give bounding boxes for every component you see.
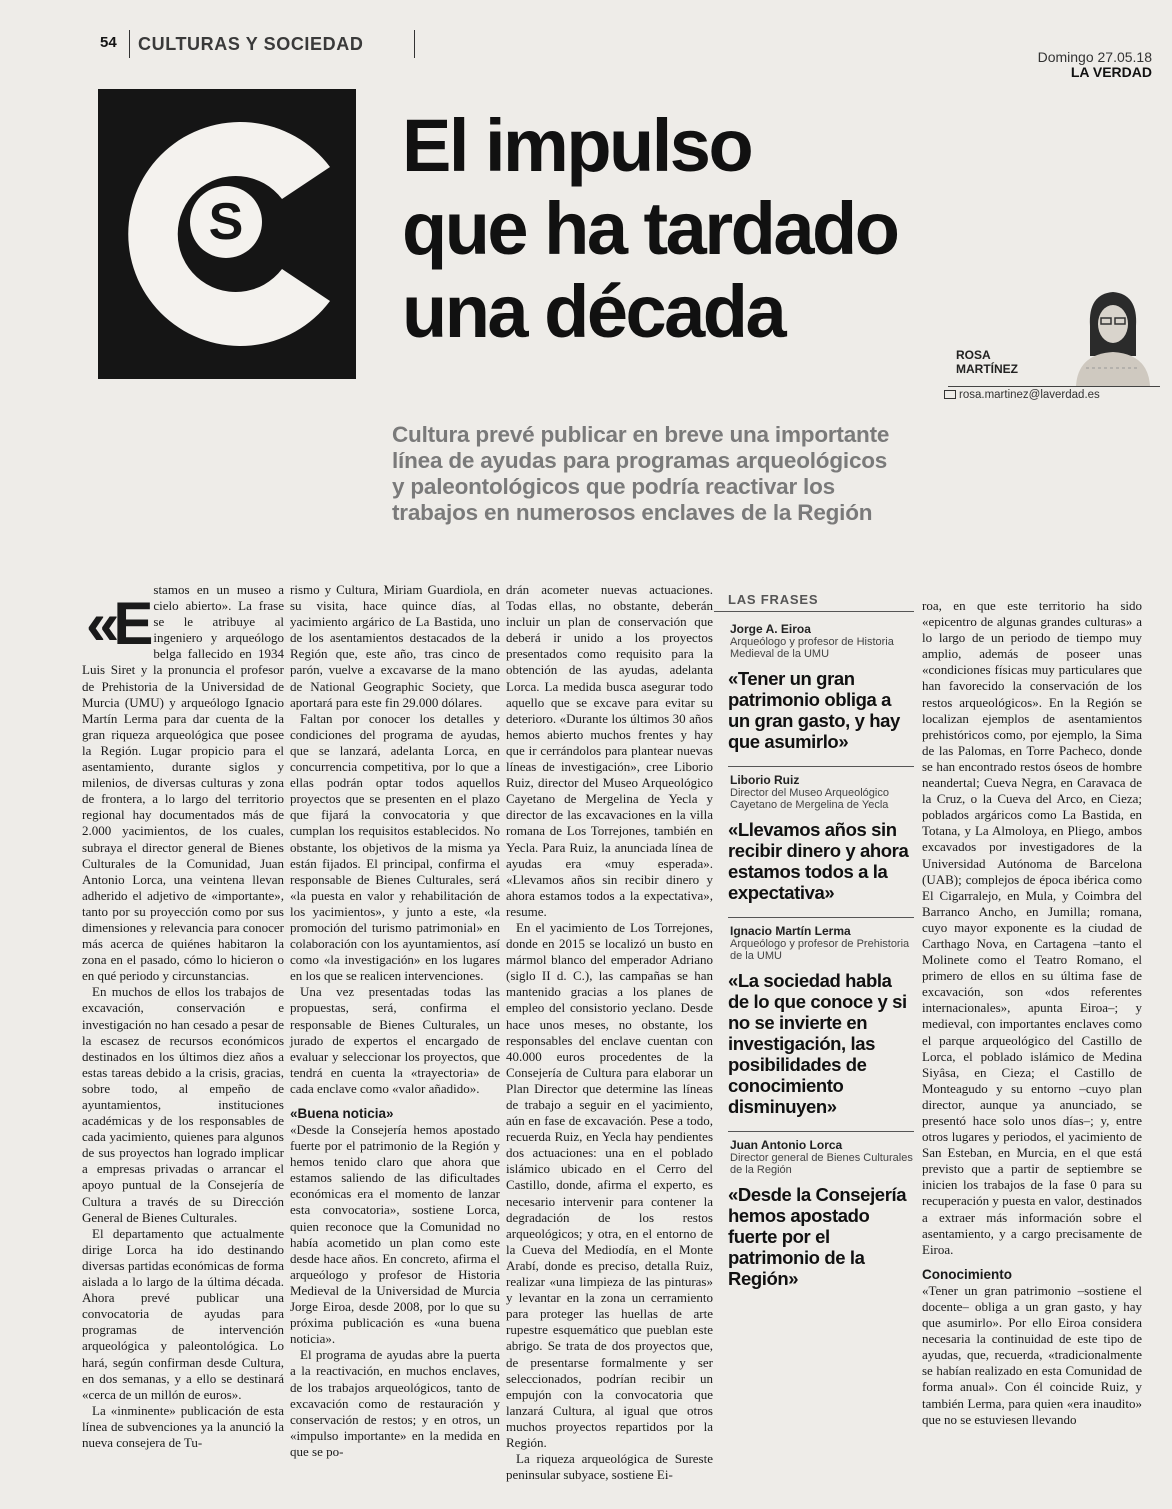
article-paragraph: «Tener un gran patrimonio –sostiene el docente– obliga a un gran gasto, y hay que asumirlo». Por ello Eiroa considera necesaria la continuidad de este tipo de ayudas, que, recuerda, «tradicionalmente se habían realizado en esta Comunidad de forma anual». Con él coincide Ruiz, y también Lerma, para quien «era inaudito» que no se estuviesen llevando (922, 1282, 1142, 1427)
subtitle-line: trabajos en numerosos enclaves de la Región (392, 500, 873, 525)
headline-line: El impulso (402, 104, 752, 187)
article-column-3 (506, 582, 713, 1483)
article-paragraph: «Desde la Consejería hemos apostado fuerte por el patrimonio de la Región y hemos tenido claro que ahora que estamos saliendo de las dificultades económicas era el momento de lanzar esta convocatoria», sostiene Lorca, quien reconoce que la Comunidad no había acometido un plan como este desde hace años. En concreto, afirma el arqueólogo y profesor de Historia Medieval de la Universidad de Murcia Jorge Eiroa, desde 2008, por lo que su próxima publicación es «una buena noticia». (290, 1122, 500, 1347)
header-divider (129, 30, 130, 58)
logo-letter: S (208, 193, 244, 251)
article-paragraph: rismo y Cultura, Miriam Guardiola, en su visita, hace quince días, al yacimiento argárico de La Bastida, uno de los asentamientos destacados de la Región que, este año, tras cinco de parón, vuelve a excavarse de la mano de National Geographic Society, que aportará para este fin 29.000 dólares. (290, 582, 500, 710)
pull-quote: «Tener un gran patrimonio obliga a un gran gasto, y hay que asumirlo» (728, 668, 900, 752)
headline-line: que ha tardado (402, 187, 898, 270)
drop-cap: «E (86, 590, 148, 657)
headline-line: una década (402, 270, 785, 353)
cs-section-logo-icon (98, 89, 356, 379)
article-paragraph: stamos en un museo a cielo abierto». La frase se le atribuye al ingeniero y arqueólogo belga fallecido en 1934 Luis Siret y la pronuncia el profesor de Prehistoria de la Universidad de Murcia (UMU) y arqueólogo Ignacio Martín Lerma para dar cuenta de la gran riqueza arqueológica que posee la Región. Lugar propicio para el asentamiento, durante siglos y milenios, de diversas culturas y zona de frontera, a lo largo del territorio regional hay documentados más de 2.000 yacimientos, de los cuales, subraya el director general de Bienes Culturales de la Comunidad, Juan Antonio Lorca, una veintena llevan adherido el adjetivo de «importante», tanto por su proyección como por sus dimensiones y relevancia para conocer más acerca de quiénes habitaron la zona en el pasado, cómo lo hicieron o en qué periodo y circunstancias. (82, 582, 284, 984)
article-paragraph: roa, en que este territorio ha sido «epicentro de algunas grandes culturas» a lo largo de un periodo de tiempo muy amplio, además de poseer unas «condiciones físicas muy particulares que han favorecido la conservación de los restos arqueológicos». En la Región se localizan ejemplos de asentamientos prehistóricos como, por ejemplo, la Sima de las Palomas, en Torre Pacheco, donde se han encontrado restos óseos de hombre neandertal; Cueva Negra, en Caravaca de la Cruz, o la Cueva del Arco, en Cieza; poblados argáricos como La Bastida, en Totana, y La Almoloya, en Pliego, ambos excavados por investigadores de la Universidad Autónoma de Barcelona (UAB); complejos de época ibérica como El Cigarralejo, en Mula, y Coimbra del Barranco Ancho, en Jumilla; romana, cuyo mayor exponente es la ciudad de Carthago Nova, en Cartagena –tanto el Molinete como el Teatro Romano, el primero de ellos en su última fase de excavación, son «dos referentes internacionales», apunta Eiroa–; y medieval, con importantes enclaves como el parque arqueológico del Castillo de Lorca, el poblado islámico de Medina Siyâsa, en Cieza; el Castillo de Monteagudo y su entorno –cuyo plan director, aunque ya anunciado, se presentó hace solo unos días–; y, entre otros lugares y periodos, el yacimiento de San Esteban, en Murcia, en el que está previsto que a partir de septiembre se inicien los trabajos de la fase 0 para su recuperación y puesta en valor, destinados a extraer más información sobre el asentamiento, y a cargo precisamente de Eiroa. (922, 598, 1142, 1257)
pull-quote: «Llevamos años sin recibir dinero y ahora estamos todos a la expectativa» (728, 819, 909, 903)
article-subheading: «Buena noticia» (290, 1106, 394, 1121)
page-number: 54 (100, 34, 117, 51)
section-title: CULTURAS Y SOCIEDAD (138, 34, 364, 54)
author-last-name: MARTÍNEZ (956, 362, 1018, 376)
author-email-text: rosa.martinez@laverdad.es (959, 389, 1100, 401)
article-paragraph: Faltan por conocer los detalles y condiciones del programa de ayudas, que se lanzará, adelanta Lorca, en concurrencia competitiva, por lo que a ellas podrán optar todos aquellos proyectos que se presenten en el plazo que fijará la convocatoria y que cumplan los requisitos establecidos. No obstante, los objetivos de la misma ya están fijados. El principal, confirma el responsable de Bienes Culturales, será «la puesta en valor y rehabilitación de los yacimientos», y junto a este, «la promoción del turismo patrimonial» en colaboración con los ayuntamientos, así como «la investigación» en los lugares en los que se realicen intervenciones. (290, 710, 500, 984)
article-column-1 (82, 582, 284, 1451)
quotes-sidebar (714, 588, 914, 1303)
quotes-title: LAS FRASES (714, 588, 914, 612)
quote-author: Liborio Ruiz (730, 773, 800, 787)
article-paragraph: Una vez presentadas todas las propuestas, será, confirma el responsable de Bienes Culturales, un jurado de expertos el encargado de evaluar y seleccionar los proyectos, que tendrá en cuenta la «trayectoria» de cada enclave como «valor añadido». (290, 984, 500, 1096)
subtitle-line: y paleontológicos que podría reactivar los (392, 474, 835, 499)
pull-quote: «Desde la Consejería hemos apostado fuerte por el patrimonio de la Región» (728, 1184, 907, 1289)
article-column-2 (290, 582, 500, 1460)
quote-author: Juan Antonio Lorca (730, 1138, 843, 1152)
quote-author-role: Director del Museo Arqueológico Cayetano de Mergelina de Yecla (730, 787, 889, 811)
quote-author: Ignacio Martín Lerma (730, 924, 851, 938)
newspaper-name: LA VERDAD (1070, 64, 1152, 80)
pull-quote: «La sociedad habla de lo que conoce y si no se invierte en investigación, las posibilidades de conocimiento disminuyen» (728, 970, 907, 1117)
article-subheading: Conocimiento (922, 1266, 1012, 1282)
article-paragraph: En el yacimiento de Los Torrejones, donde en 2015 se localizó un busto en mármol blanco del emperador Adriano (siglo II d. C.), las campañas se han mantenido gracias a los planes de empleo del consistorio yeclano. Desde hace unos meses, no obstante, los responsables del enclave cuentan con 40.000 euros procedentes de la Consejería de Cultura para elaborar un Plan Director que determine las líneas de trabajo a seguir en el yacimiento, aún en fase de excavación. Pese a todo, recuerda Ruiz, en Yecla hay pendientes dos actuaciones: una en el poblado islámico ubicado en el Cerro del Castillo, donde, afirma el experto, es necesario intervenir para contener la degradación de los restos arqueológicos; y otra, en el entorno de la Cueva del Mediodía, en el Monte Arabí, donde es preciso, detalla Ruiz, realizar «una limpieza de las pinturas» y levantar en la zona un cerramiento para proteger las huellas de arte rupestre esquemático que pueblan este abrigo. Se trata de dos proyectos que, de presentarse formalmente y ser seleccionados, podrían recibir un empujón con la convocatoria que lanzará Cultura, al igual que otros muchos proyectos repartidos por la Región. (506, 919, 713, 1450)
article-paragraph: El programa de ayudas abre la puerta a la reactivación, en muchos enclaves, de los trabajos arqueológicos, tanto de excavación como de restauración y conservación de restos; y en otros, un «impulso importante» en la medida en que se po- (290, 1347, 500, 1459)
subtitle-line: Cultura prevé publicar en breve una importante (392, 422, 890, 447)
envelope-icon (944, 390, 956, 399)
author-byline (956, 348, 1018, 376)
article-paragraph: El departamento que actualmente dirige Lorca ha ido destinando diversas partidas económicas de forma aislada a lo largo de la última década. Ahora prevé publicar una convocatoria de ayudas para programas de intervención arqueológica y paleontológica. Lo hará, según confirman desde Cultura, en dos semanas, y a ello se destinará «cerca de un millón de euros». (82, 1225, 284, 1402)
article-column-4 (922, 598, 1142, 1428)
subtitle (392, 422, 952, 526)
issue-date: Domingo 27.05.18 (1037, 49, 1152, 65)
author-email[interactable] (944, 389, 1100, 401)
header-divider (414, 30, 415, 58)
quote-author-role: Director general de Bienes Culturales de la Región (730, 1152, 913, 1176)
author-divider (948, 386, 1160, 387)
subtitle-line: línea de ayudas para programas arqueológicos (392, 448, 888, 473)
article-paragraph: La riqueza arqueológica de Sureste peninsular subyace, sostiene Ei- (506, 1451, 713, 1483)
author-photo (1068, 286, 1158, 386)
quote-author-role: Arqueólogo y profesor de Prehistoria de la UMU (730, 938, 910, 962)
headline (402, 104, 962, 353)
author-avatar-icon (1068, 286, 1158, 386)
article-paragraph: En muchos de ellos los trabajos de excavación, conservación e investigación no han cesado a pesar de la escasez de recursos económicos destinados en los últimos diez años a estas tareas debido a la crisis, gracias, sobre todo, al empeño de ayuntamientos, instituciones académicas y de los responsables de cada yacimiento, quienes para algunos de sus proyectos han logrado implicar a empresas privadas o arrancar el apoyo puntual de la Consejería de Cultura a través de su Dirección General de Bienes Culturales. (82, 984, 284, 1225)
article-paragraph: La «inminente» publicación de esta línea de subvenciones ya la anunció la nueva consejera de Tu- (82, 1402, 284, 1450)
quote-divider (728, 917, 914, 918)
quote-author: Jorge A. Eiroa (730, 622, 811, 636)
logo-graphic (98, 89, 356, 379)
article-paragraph: drán acometer nuevas actuaciones. Todas ellas, no obstante, deberán incluir un plan de conservación que deberá ir unido a los proyectos presentados como requisito para la obtención de las ayudas, adelanta Lorca. La medida busca asegurar todo aquello que se excave para evitar su deterioro. «Durante los últimos 30 años hemos abierto muchos frentes y hay que ir cerrándolos para plantear nuevas líneas de investigación», cree Liborio Ruiz, director del Museo Arqueológico Cayetano de Mergelina de Yecla y director de las excavaciones en la villa romana de Los Torrejones, también en Yecla. Para Ruiz, la anunciada línea de ayudas era «muy esperada». «Llevamos años sin recibir dinero y ahora estamos todos a la expectativa», resume. (506, 582, 713, 919)
quote-author-role: Arqueólogo y profesor de Historia Medieval de la UMU (730, 636, 894, 660)
quote-divider (728, 766, 914, 767)
author-first-name: ROSA (956, 348, 991, 362)
quote-divider (728, 1131, 914, 1132)
